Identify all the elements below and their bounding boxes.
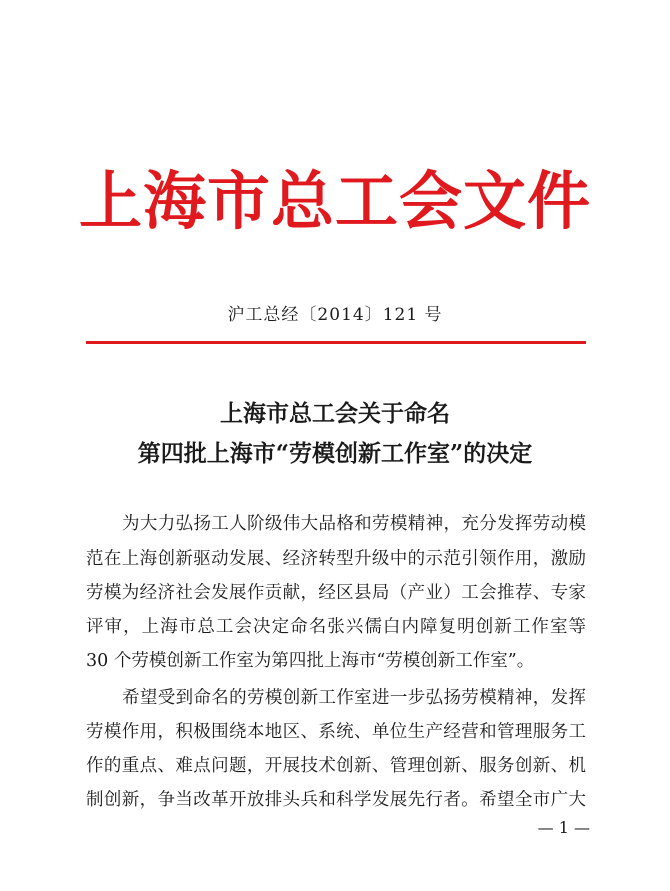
body-text-line: 希望受到命名的劳模创新工作室进一步弘扬劳模精神，发挥 [122,688,586,708]
body-text-line: 30 个劳模创新工作室为第四批上海市“劳模创新工作室”。 [86,651,535,671]
document-header-title: 上海市总工会文件 [79,164,591,238]
decision-title-line-1: 上海市总工会关于命名 [220,400,450,427]
page-number: — 1 — [537,818,590,837]
document-number: 沪工总经〔2014〕121 号 [227,305,443,325]
body-text-line: 劳模为经济社会发展作贡献，经区县局（产业）工会推荐、专家 [86,583,586,603]
body-text-line: 作的重点、难点问题，开展技术创新、管理创新、服务创新、机 [86,756,586,776]
body-text-line: 范在上海创新驱动发展、经济转型升级中的示范引领作用，激励 [86,549,586,569]
body-text-line: 评审，上海市总工会决定命名张兴儒白内障复明创新工作室等 [86,617,586,637]
body-text-line: 制创新，争当改革开放排头兵和科学发展先行者。希望全市广大 [86,790,586,810]
body-text-line: 劳模作用，积极围绕本地区、系统、单位生产经营和管理服务工 [86,722,586,742]
red-divider [86,341,586,344]
body-text-line: 为大力弘扬工人阶级伟大品格和劳模精神，充分发挥劳动模 [122,514,586,534]
decision-title-line-2: 第四批上海市“劳模创新工作室”的决定 [137,440,533,467]
